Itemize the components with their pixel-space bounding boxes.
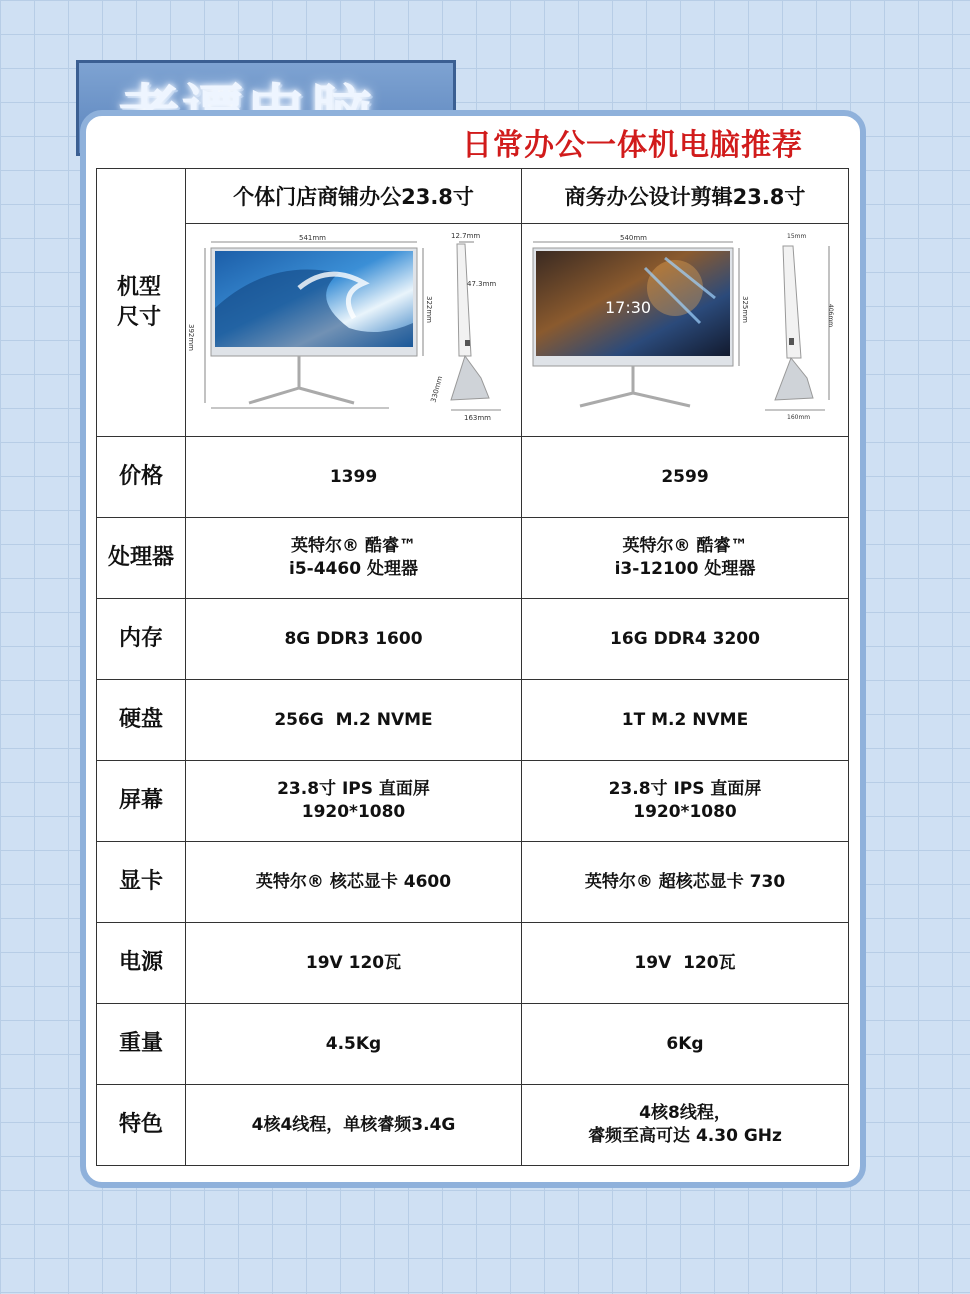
value-line: 1399 <box>329 466 378 487</box>
row-gpu <box>97 842 849 923</box>
value-line: 8G DDR3 1600 <box>284 628 423 649</box>
row-screen <box>97 761 849 842</box>
model-b-image-cell <box>522 224 849 437</box>
value-b <box>522 761 849 842</box>
label-line: 机型 尺寸 <box>117 274 162 330</box>
value-b <box>522 923 849 1004</box>
image-row <box>97 224 849 437</box>
dim-width: 541mm <box>298 234 326 242</box>
value-line: 1T M.2 NVME <box>621 709 749 730</box>
value-line: 1920*1080 <box>301 802 406 822</box>
model-a-image-cell <box>186 224 522 437</box>
dim-base-depth: 160mm <box>787 414 811 421</box>
value-line: i5-4460 处理器 <box>289 559 418 579</box>
value-line: 16G DDR4 3200 <box>610 628 760 649</box>
value-a <box>186 1085 522 1166</box>
value-line: 23.8寸 IPS 直面屏 <box>277 779 430 799</box>
row-memory <box>97 599 849 680</box>
row-label: 硬盘 <box>97 680 186 761</box>
value-b <box>522 437 849 518</box>
dim-base-depth: 163mm <box>463 414 491 422</box>
value-a <box>186 599 522 680</box>
value-a <box>186 761 522 842</box>
value-a <box>186 437 522 518</box>
dim-top-depth: 15mm <box>787 233 807 240</box>
screen-clock: 17:30 <box>605 298 652 317</box>
page-subtitle: 日常办公一体机电脑推荐 <box>462 128 803 163</box>
value-line: 19V 120瓦 <box>634 952 736 973</box>
value-b <box>522 1004 849 1085</box>
value-line: 23.8寸 IPS 直面屏 <box>608 779 762 799</box>
monitor-b-dimension-drawing <box>525 228 845 428</box>
value-a <box>186 1004 522 1085</box>
value-line: 6Kg <box>666 1033 704 1054</box>
row-weight <box>97 1004 849 1085</box>
dim-top-depth: 12.7mm <box>450 232 480 240</box>
row-label: 处理器 <box>97 518 186 599</box>
value-line: 英特尔® 核芯显卡 4600 <box>255 871 452 892</box>
row-label-model-size <box>97 169 186 437</box>
front-view <box>187 234 433 408</box>
row-cpu <box>97 518 849 599</box>
value-line: 2599 <box>661 466 709 487</box>
row-power <box>97 923 849 1004</box>
dim-height: 392mm <box>186 324 195 351</box>
dim-stand: 330mm <box>429 375 444 404</box>
value-b <box>522 599 849 680</box>
value-line: 256G M.2 NVME <box>274 709 433 730</box>
front-view <box>533 234 749 406</box>
value-a <box>186 842 522 923</box>
value-line: 1920*1080 <box>633 802 737 822</box>
model-b-name: 商务办公设计剪辑23.8寸 <box>522 169 849 224</box>
monitor-a-dimension-drawing <box>186 228 519 428</box>
value-line: 英特尔® 酷睿™ <box>291 536 416 556</box>
value-line: 英特尔® 酷睿™ <box>622 536 748 556</box>
dim-depth-mid: 47.3mm <box>466 280 496 288</box>
value-line: 4核4线程，单核睿频3.4G <box>251 1114 456 1135</box>
row-label: 内存 <box>97 599 186 680</box>
spec-table <box>96 168 849 1166</box>
value-a <box>186 923 522 1004</box>
row-label: 特色 <box>97 1085 186 1166</box>
row-price <box>97 437 849 518</box>
value-b <box>522 680 849 761</box>
value-line: 19V 120瓦 <box>305 952 402 973</box>
dim-width: 540mm <box>620 234 647 242</box>
side-view <box>429 232 500 422</box>
value-line: 4.5Kg <box>325 1033 382 1054</box>
value-b <box>522 842 849 923</box>
row-label: 显卡 <box>97 842 186 923</box>
value-line: i3-12100 处理器 <box>614 559 756 579</box>
header-row <box>97 169 849 224</box>
row-features <box>97 1085 849 1166</box>
value-line: 睿频至高可达 4.30 GHz <box>588 1126 782 1146</box>
side-view <box>765 233 834 421</box>
dim-total-height: 406mm <box>827 304 834 328</box>
value-a <box>186 518 522 599</box>
row-label: 重量 <box>97 1004 186 1085</box>
dim-screen-height: 325mm <box>741 296 749 323</box>
model-a-name: 个体门店商铺办公23.8寸 <box>186 169 522 224</box>
value-a <box>186 680 522 761</box>
value-b <box>522 518 849 599</box>
row-storage <box>97 680 849 761</box>
row-label: 价格 <box>97 437 186 518</box>
row-label: 屏幕 <box>97 761 186 842</box>
row-label: 电源 <box>97 923 186 1004</box>
dim-screen-height: 322mm <box>424 296 433 323</box>
value-line: 4核8线程， <box>639 1103 731 1123</box>
value-b <box>522 1085 849 1166</box>
value-line: 英特尔® 超核芯显卡 730 <box>584 871 786 892</box>
